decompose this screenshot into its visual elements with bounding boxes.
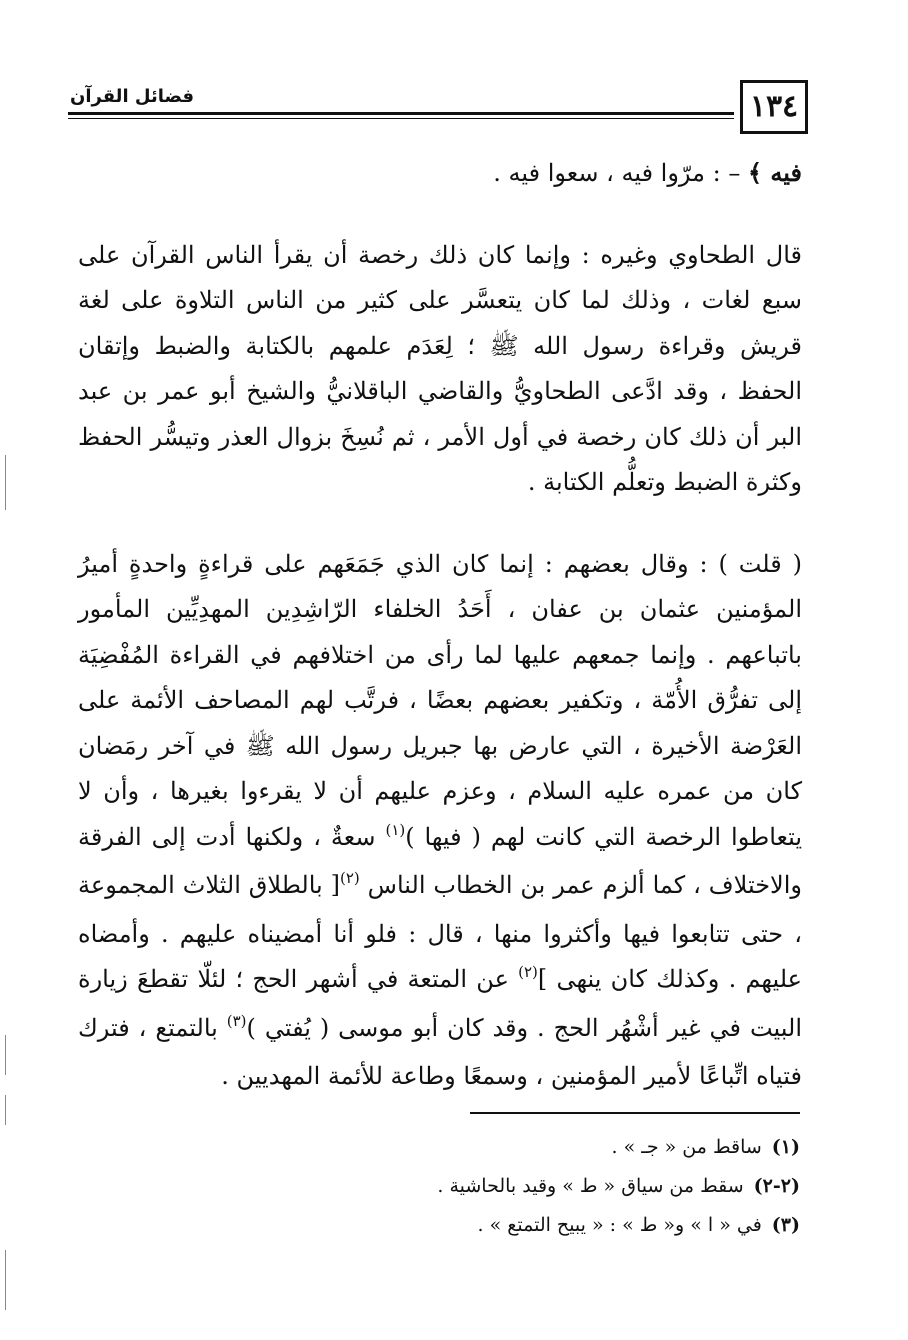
binding-mark (5, 1035, 6, 1075)
footnote (300, 1128, 800, 1167)
page-number-box (740, 80, 808, 134)
footnote-divider (470, 1112, 800, 1114)
footnote-ref-2-end: (٢) (518, 963, 538, 981)
footnote-ref-1: (١) (385, 820, 406, 839)
footnote-number: (٣) (771, 1214, 800, 1236)
binding-mark (5, 1250, 6, 1310)
paragraph-gap (78, 197, 802, 233)
paragraph-1: قال الطحاوي وغيره : وإنما كان ذلك رخصة أن يقرأ الناس القرآن على سبع لغات ، وذلك لما كان يتعسَّر على كثير من الناس التلاوة على لغة قريش وقراءة رسول الله ﷺ ؛ لِعَدَم علمهم بالكتابة والضبط وإتقان الحفظ ، وقد ادَّعى الطحاويُّ والقاضي الباقلانيُّ والشيخ أبو عمر بن عبد البر أن ذلك كان رخصة في أول الأمر ، ثم نُسِخَ بزوال العذر وتيسُّر الحفظ وكثرة الضبط وتعلُّم الكتابة . (78, 240, 803, 496)
binding-mark (5, 455, 6, 510)
page-header (68, 80, 808, 140)
footnote-ref-3: (٣) (226, 1011, 247, 1030)
footnote-text: في « ا » و« ط » : « يبيح التمتع » . (477, 1214, 762, 1236)
paragraph-2-part-c: [ بالطلاق الثلاث المجموعة ، حتى تتابعوا فيها وأكثروا منها ، قال : فلو أنا أمضيناه عليهم . وأمضاه عليهم . وكذلك كان ينهى ] (78, 871, 802, 993)
paragraph-2-part-a: ( قلت ) : وقال بعضهم : إنما كان الذي جَمَعَهم على قراءةٍ واحدةٍ أميرُ المؤمنين عثمان بن عفان ، أَحَدُ الخلفاء الرّاشِدِين المهدِيِّين المأمور باتباعهم . وإنما جمعهم عليها لما رأى من اختلافهم في القراءة المُفْضِيَة إلى تفرُّق الأُمّة ، وتكفير بعضهم بعضًا ، فرتَّب لهم المصاحف الأئمة على العَرْضة الأخيرة ، التي عارض بها جبريل رسول الله ﷺ في آخر رمَضان كان من عمره عليه السلام ، وعزم عليهم أن لا يقرءوا بغيرها ، وأن لا يتعاطوا الرخصة التي كانت لهم ( فيها ) (78, 549, 803, 851)
page-number: ١٣٤ (749, 89, 799, 124)
binding-mark (5, 1095, 6, 1125)
paragraph-2 (78, 542, 802, 1100)
lead-word: فيه ﴾ (748, 158, 802, 187)
running-title: فضائل القرآن (70, 86, 194, 107)
footnote (300, 1167, 800, 1206)
lead-line (78, 150, 802, 197)
main-text (78, 150, 802, 1100)
lead-rest: – : مرّوا فيه ، سعوا فيه . (493, 159, 748, 187)
header-rule-thin (68, 118, 734, 119)
footnote-ref-2: (٢) (339, 869, 360, 887)
paragraph-2-part-e: بالتمتع ، فترك فتياه اتِّباعًا لأمير المؤمنين ، وسمعًا وطاعة للأئمة المهديين . (78, 1013, 802, 1090)
paragraph-2-part-d: عن المتعة في أشهر الحج ؛ لئلّا تقطعَ زيارة البيت في غير أشْهُر الحج . وقد كان أبو موسى ( يُفتي ) (78, 965, 802, 1042)
paragraph-gap (78, 506, 802, 542)
footnote-number: (١) (771, 1136, 800, 1158)
footnotes (300, 1128, 800, 1245)
footnote-text: ساقط من « جـ » . (611, 1136, 762, 1158)
paragraph-2-part-b: سعةٌ ، ولكنها أدت إلى الفرقة والاختلاف ، كما ألزم عمر بن الخطاب الناس (78, 822, 802, 899)
footnote-text: سقط من سياق « ط » وقيد بالحاشية . (437, 1175, 744, 1197)
header-rule (68, 112, 734, 115)
footnote-number: (٢-٢) (753, 1175, 800, 1197)
footnote (300, 1206, 800, 1245)
